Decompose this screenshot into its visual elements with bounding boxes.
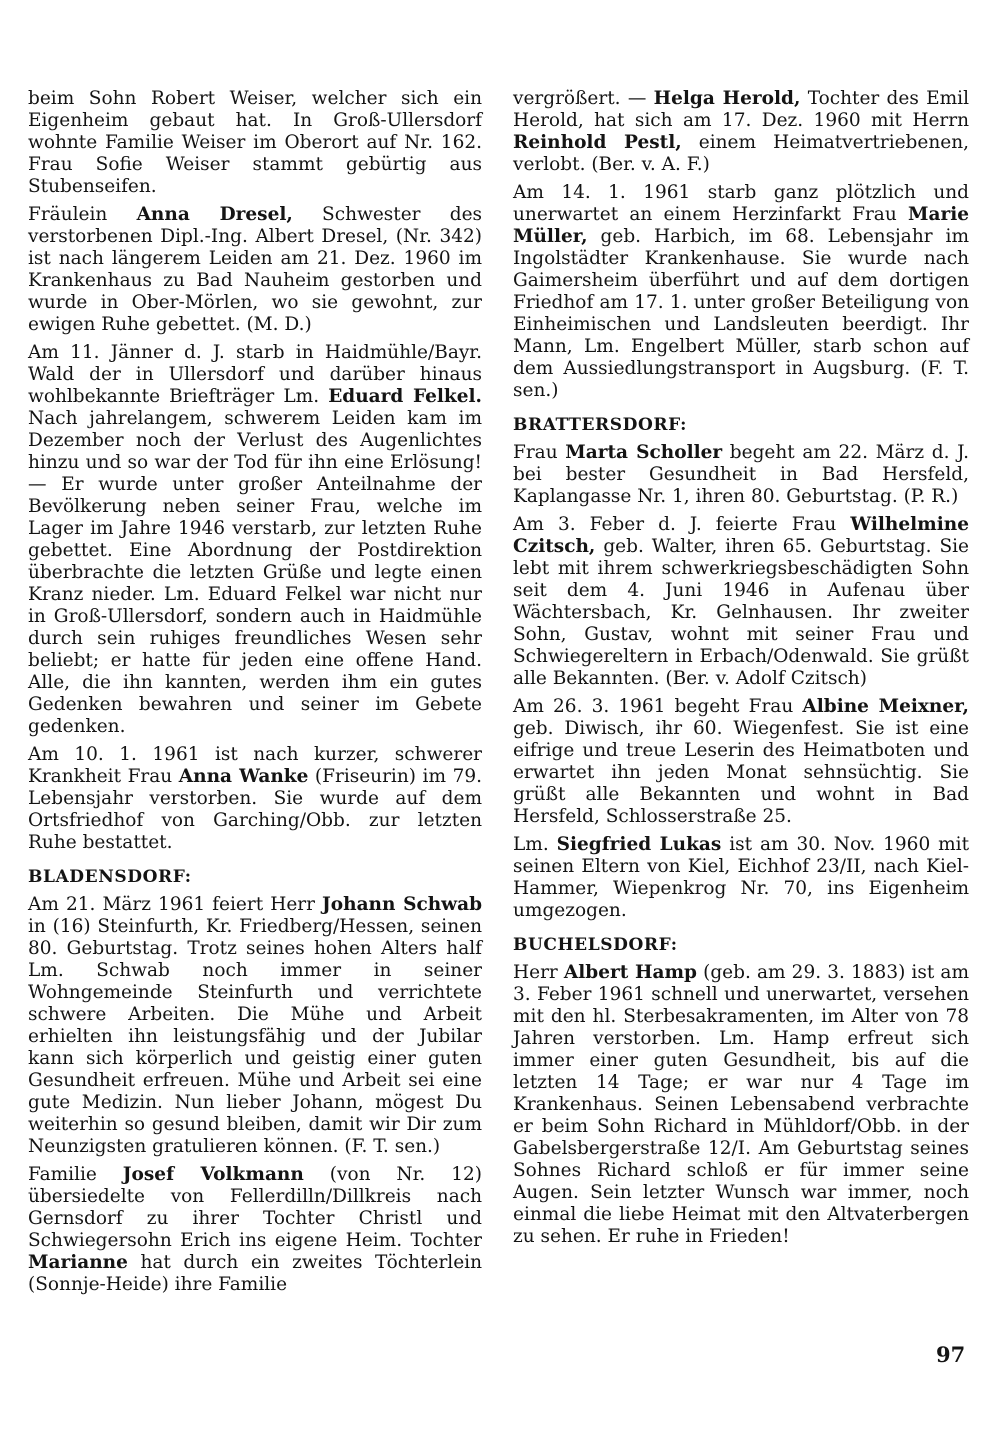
paragraph-felkel: Am 11. Jänner d. J. starb in Haidmühle/Bayr. Wald der in Ullersdorf und darüber hinaus wohlbekannte Briefträger Lm. Eduard Felkel. Nach jahrelangem, schwerem Leiden kam im Dezember noch der Verlust des Augenlichtes hinzu und so war der Tod für ihn eine Erlösung! — Er wurde unter großer Anteilnahme der Bevölkerung neben seiner Frau, welche im Lager im Jahre 1946 verstarb, zur letzten Ruhe gebettet. Eine Abordnung der Postdirektion überbrachte die letzten Grüße und legte einen Kranz nieder. Lm. Eduard Felkel war nicht nur in Groß-Ullersdorf, sondern auch in Haidmühle durch sein ruhiges freundliches Wesen sehr beliebt; er hatte für jeden eine offene Hand. Alle, die ihn kannten, werden ihm ein gutes Gedenken bewahren und seiner im Gebete gedenken. xyxy=(28,342,482,737)
paragraph-schwab: Am 21. März 1961 feiert Herr Johann Schwab in (16) Steinfurth, Kr. Friedberg/Hessen, seinen 80. Geburtstag. Trotz seines hohen Alters half Lm. Schwab noch immer in seiner Wohngemeinde Steinfurth und verrichtete schwere Arbeiten. Die Mühe und Arbeit erhielten ihn leistungsfähig und der Jubilar kann sich körperlich und geistig einer guten Gesundheit erfreuen. Mühe und Arbeit sei eine gute Medizin. Nun lieber Johann, mögest Du weiterhin so gesund bleiben, damit wir Dir zum Neunzigsten gratulieren können. (F. T. sen.) xyxy=(28,894,483,1157)
section-heading-buchelsdorf: BUCHELSDORF: xyxy=(513,935,678,955)
name-anna-dresel: Anna Dresel, xyxy=(136,204,293,225)
paragraph-wanke: Am 10. 1. 1961 ist nach kurzer, schwerer Krankheit Frau Anna Wanke (Friseurin) im 79. Lebensjahr verstorben. Sie wurde auf dem Ortsfriedhof von Garching/Obb. zur letzten Ruhe bestattet. xyxy=(28,744,482,853)
name-josef-volkmann: Josef Volkmann xyxy=(122,1164,304,1185)
left-column xyxy=(28,88,482,1302)
name-wilhelmine-czitsch: Wilhelmine Czitsch, xyxy=(513,514,969,557)
paragraph-weiser: beim Sohn Robert Weiser, welcher sich ein Eigenheim gebaut hat. In Groß-Ullersdorf wohnte Familie Weiser im Oberort auf Nr. 162. Frau Sofie Weiser stammt gebürtig aus Stubenseifen. xyxy=(28,88,482,197)
name-albine-meixner: Albine Meixner, xyxy=(802,696,969,717)
paragraph-czitsch: Am 3. Feber d. J. feierte Frau Wilhelmine Czitsch, geb. Walter, ihren 65. Geburtstag. Sie lebt mit ihrem schwerkriegsbeschädigten Sohn seit dem 4. Juni 1946 in Aufenau über Wächtersbach, Kr. Gelnhausen. Ihr zweiter Sohn, Gustav, wohnt mit seiner Frau und Schwiegereltern in Erbach/Odenwald. Sie grüßt alle Bekannten. (Ber. v. Adolf Czitsch) xyxy=(513,514,969,689)
paragraph-meixner: Am 26. 3. 1961 begeht Frau Albine Meixner, geb. Diwisch, ihr 60. Wiegenfest. Sie ist eine eifrige und treue Leserin des Heimatboten und erwartet ihn jeden Monat sehnsüchtig. Sie grüßt alle Bekannten und wohnt in Bad Hersfeld, Schlosserstraße 25. xyxy=(513,696,969,827)
paragraph-herold: vergrößert. — Helga Herold, Tochter des Emil Herold, hat sich am 17. Dez. 1960 mit Herrn Reinhold Pestl, einem Heimatvertriebenen, verlobt. (Ber. v. A. F.) xyxy=(513,88,970,175)
name-reinhold-pestl: Reinhold Pestl, xyxy=(513,132,682,153)
name-helga-herold: Helga Herold, xyxy=(653,88,801,109)
paragraph-scholler: Frau Marta Scholler begeht am 22. März d. J. bei bester Gesundheit in Bad Hersfeld, Kaplangasse Nr. 1, ihren 80. Geburtstag. (P. R.) xyxy=(513,442,969,507)
section-heading-bladensdorf: BLADENSDORF: xyxy=(28,867,192,887)
name-eduard-felkel: Eduard Felkel. xyxy=(328,386,482,407)
name-marie-mueller: Marie Müller, xyxy=(513,204,969,247)
paragraph-hamp: Herr Albert Hamp (geb. am 29. 3. 1883) ist am 3. Feber 1961 schnell und unerwartet, versehen mit den hl. Sterbesakramenten, im Alter von 78 Jahren verstorben. Lm. Hamp erfreut sich immer einer guten Gesundheit, bis auf die letzten 14 Tage; er war nur 4 Tage im Krankenhaus. Seinen Lebensabend verbrachte er beim Sohn Richard in Mühldorf/Obb. in der Gabelsbergerstraße 12/I. Am Geburtstag seines Sohnes Richard schloß er für immer seine Augen. Sein letzter Wunsch war immer, noch einmal die liebe Heimat mit den Altvaterbergen zu sehen. Er ruhe in Frieden! xyxy=(513,962,969,1247)
name-johann-schwab: Johann Schwab xyxy=(322,894,483,915)
name-marta-scholler: Marta Scholler xyxy=(565,442,723,463)
name-marianne: Marianne xyxy=(28,1252,128,1273)
section-heading-brattersdorf: BRATTERSDORF: xyxy=(513,415,688,435)
right-column xyxy=(513,88,969,1254)
name-albert-hamp: Albert Hamp xyxy=(563,962,697,983)
page-number: 97 xyxy=(936,1342,966,1367)
paragraph-dresel: Fräulein Anna Dresel, Schwester des verstorbenen Dipl.-Ing. Albert Dresel, (Nr. 342) ist nach längerem Leiden am 21. Dez. 1960 im Krankenhaus zu Bad Nauheim gestorben und wurde in Ober-Mörlen, wo sie gewohnt, zur ewigen Ruhe gebettet. (M. D.) xyxy=(28,204,483,335)
name-anna-wanke: Anna Wanke xyxy=(178,766,309,787)
paragraph-mueller: Am 14. 1. 1961 starb ganz plötzlich und unerwartet an einem Herzinfarkt Frau Marie Müller, geb. Harbich, im 68. Lebensjahr im Ingolstädter Krankenhause. Sie wurde nach Gaimersheim überführt und auf dem dortigen Friedhof am 17. 1. unter großer Beteiligung von Einheimischen und Landsleuten beerdigt. Ihr Mann, Lm. Engelbert Müller, starb schon auf dem Aussiedlungstransport in Augsburg. (F. T. sen.) xyxy=(513,182,969,401)
name-siegfried-lukas: Siegfried Lukas xyxy=(556,834,722,855)
paragraph-volkmann: Familie Josef Volkmann (von Nr. 12) übersiedelte von Fellerdilln/Dillkreis nach Gernsdorf zu ihrer Tochter Christl und Schwiegersohn Erich ins eigene Heim. Tochter Marianne hat durch ein zweites Töchterlein (Sonnje-Heide) ihre Familie xyxy=(28,1164,483,1295)
paragraph-lukas: Lm. Siegfried Lukas ist am 30. Nov. 1960 mit seinen Eltern von Kiel, Eichhof 23/II, nach Kiel-Hammer, Wiepenkrog Nr. 70, ins Eigenheim umgezogen. xyxy=(513,834,970,921)
